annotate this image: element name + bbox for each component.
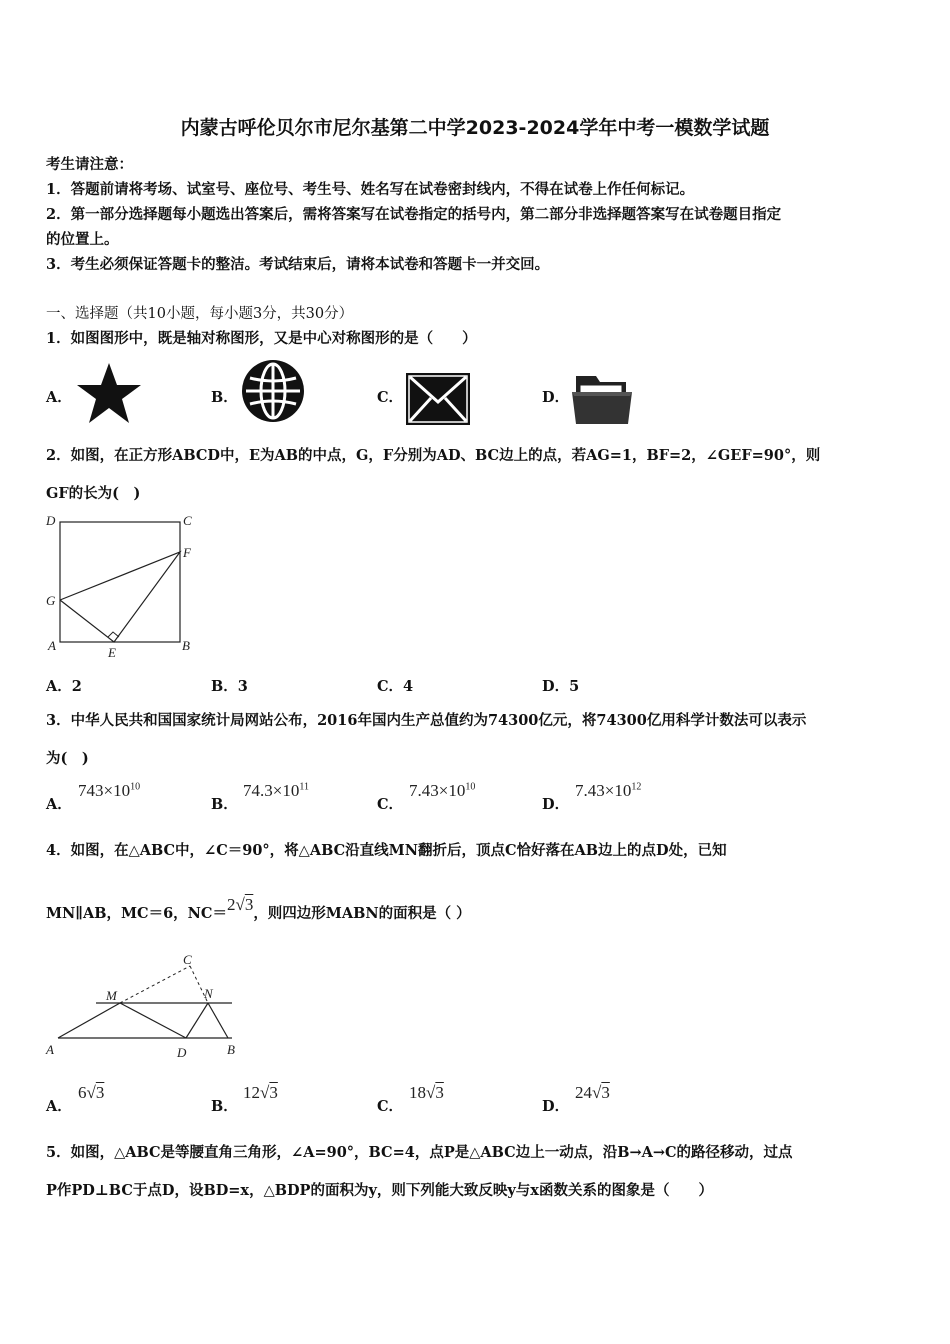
globe-icon — [240, 358, 306, 428]
q4-option-a-value: 6√3 — [78, 1083, 105, 1102]
q4-option-a[interactable]: A． — [46, 1098, 72, 1115]
q3-option-d[interactable]: D． — [542, 796, 570, 813]
section-heading: 一、选择题（共10小题，每小题3分，共30分） — [46, 306, 354, 322]
q2-option-b[interactable]: B．3 — [211, 678, 248, 695]
folder-icon — [570, 372, 634, 432]
label-e: E — [108, 645, 116, 660]
question-4-text: 4．如图，在△ABC中，∠C＝90°，将△ABC沿直线MN翻折后，顶点C恰好落在AB边上的点D处，已知 — [46, 842, 727, 859]
question-5-text-2: P作PD⊥BC于点D，设BD=x，△BDP的面积为y，则下列能大致反映y与x函数关系的图象是（ ） — [46, 1182, 713, 1199]
q4-option-b[interactable]: B． — [211, 1098, 238, 1115]
q4-option-d-value: 24√3 — [575, 1083, 610, 1102]
q2-option-c[interactable]: C．4 — [377, 678, 414, 695]
label-f: F — [183, 545, 191, 560]
q3-option-b[interactable]: B． — [211, 796, 238, 813]
page-title: 内蒙古呼伦贝尔市尼尔基第二中学2023-2024学年中考一模数学试题 — [180, 117, 770, 139]
q2-square-figure — [40, 510, 215, 664]
q1-option-c[interactable]: C． — [377, 389, 404, 406]
q2-option-a[interactable]: A．2 — [46, 678, 82, 695]
label-a: A — [48, 638, 56, 653]
label-d: D — [46, 513, 56, 528]
question-3-text: 3．中华人民共和国国家统计局网站公布，2016年国内生产总值约为74300亿元，将74300亿用科学计数法可以表示 — [46, 712, 807, 729]
q2-option-d[interactable]: D．5 — [542, 678, 580, 695]
question-4-text-2: MN∥AB，MC＝6，NC＝2√3，则四边形MABN的面积是（ ） — [46, 895, 471, 922]
q3-option-a-value: $743\times 10^{10}$ — [78, 781, 141, 800]
q1-option-d[interactable]: D． — [542, 389, 570, 406]
label-m: M — [106, 988, 117, 1003]
label-c: C — [183, 952, 192, 967]
q3-option-c[interactable]: C． — [377, 796, 404, 813]
notice-item: 3．考生必须保证答题卡的整洁。考试结束后，请将本试卷和答题卡一并交回。 — [46, 256, 550, 273]
question-3-text-2: 为( ) — [46, 750, 89, 767]
label-b: B — [227, 1042, 235, 1057]
label-d: D — [177, 1045, 187, 1060]
q4-option-c-value: 18√3 — [409, 1083, 444, 1102]
q4-option-c[interactable]: C． — [377, 1098, 404, 1115]
notice-item: 2．第一部分选择题每小题选出答案后，需将答案写在试卷指定的括号内，第二部分非选择题答案写在试卷题目指定 — [46, 206, 782, 223]
notice-item: 的位置上。 — [46, 231, 119, 248]
label-b: B — [182, 638, 190, 653]
label-g: G — [46, 593, 56, 608]
notice-item: 1．答题前请将考场、试室号、座位号、考生号、姓名写在试卷密封线内，不得在试卷上作任何标记。 — [46, 181, 695, 198]
question-5-text: 5．如图，△ABC是等腰直角三角形，∠A=90°，BC=4，点P是△ABC边上一动点，沿B→A→C的路径移动，过点 — [46, 1144, 793, 1161]
q1-option-b[interactable]: B． — [211, 389, 238, 406]
question-2-text: 2．如图，在正方形ABCD中，E为AB的中点，G，F分别为AD、BC边上的点，若AG=1，BF=2，∠GEF=90°，则 — [46, 447, 821, 464]
label-a: A — [46, 1042, 54, 1057]
q4-triangle-figure — [40, 946, 250, 1070]
question-1-text: 1．如图图形中，既是轴对称图形，又是中心对称图形的是（ ） — [46, 330, 477, 347]
q3-option-d-value: $7.43\times 10^{12}$ — [575, 781, 642, 800]
q3-option-a[interactable]: A． — [46, 796, 72, 813]
label-c: C — [183, 513, 192, 528]
q1-option-a[interactable]: A． — [46, 389, 72, 406]
envelope-icon — [405, 372, 471, 430]
question-2-text-2: GF的长为( ) — [46, 485, 141, 502]
notice-heading: 考生请注意： — [46, 156, 133, 173]
q4-option-d[interactable]: D． — [542, 1098, 570, 1115]
q3-option-c-value: $7.43\times 10^{10}$ — [409, 781, 476, 800]
q3-option-b-value: $74.3\times 10^{11}$ — [243, 781, 309, 800]
star-icon — [75, 361, 143, 429]
nc-value: 2√3 — [226, 895, 254, 914]
q4-option-b-value: 12√3 — [243, 1083, 278, 1102]
label-n: N — [204, 986, 213, 1001]
